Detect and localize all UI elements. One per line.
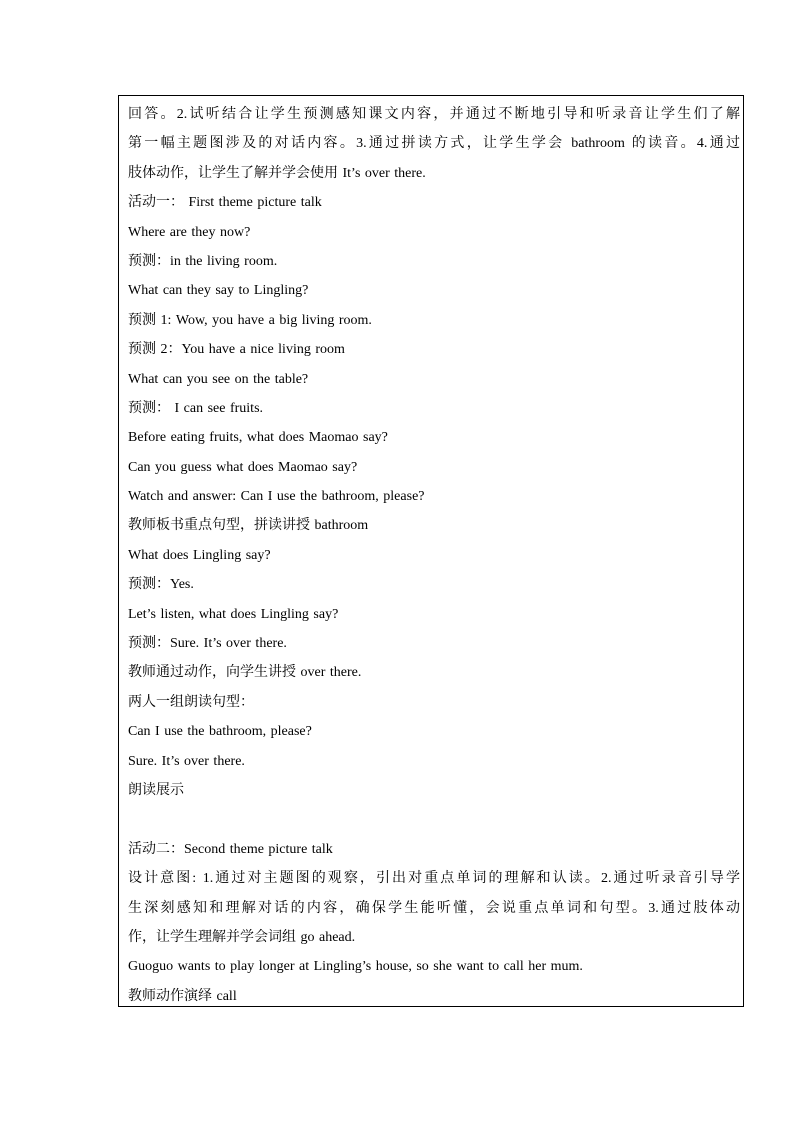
text-line: What can you see on the table? (128, 371, 309, 387)
text-line: 预测：in the living room. (128, 253, 278, 269)
text-line: 预测 2：You have a nice living room (128, 342, 345, 358)
text-line: Can I use the bathroom, please? (128, 724, 312, 740)
text-line: Watch and answer: Can I use the bathroom, please? (128, 489, 425, 505)
text-line: 预测：Yes. (128, 577, 194, 593)
lesson-content (128, 100, 740, 1011)
paragraph-line: 设计意图: 1.通过对主题图的观察，引出对重点单词的理解和认读。2.通过听录音引导学 (128, 871, 740, 887)
paragraph-line: 作，让学生理解并学会词组 go ahead. (128, 929, 356, 945)
text-line: 预测： I can see fruits. (128, 400, 264, 416)
activity-heading: 活动二：Second theme picture talk (128, 841, 333, 857)
paragraph-line: 回答。2.试听结合让学生预测感知课文内容，并通过不断地引导和听录音让学生们了解 (128, 107, 740, 122)
paragraph-line: 第一幅主题图涉及的对话内容。3.通过拼读方式，让学生学会 bathroom 的读音。4.通过 (128, 136, 740, 152)
text-line: What does Lingling say? (128, 547, 271, 563)
paragraph-line: 生深刻感知和理解对话的内容，确保学生能听懂，会说重点单词和句型。3.通过肢体动 (128, 900, 740, 916)
text-line: 预测：Sure. It’s over there. (128, 636, 287, 652)
text-line: 教师动作演绎 call (128, 988, 237, 1004)
paragraph-line: 肢体动作，让学生了解并学会使用 It’s over there. (128, 165, 426, 181)
text-line: Let’s listen, what does Lingling say? (128, 606, 339, 622)
text-line: 教师板书重点句型，拼读讲授 bathroom (128, 518, 369, 534)
text-line: What can they say to Lingling? (128, 283, 309, 299)
text-line: 朗读展示 (128, 782, 184, 798)
text-line: 两人一组朗读句型： (128, 694, 254, 710)
text-line: Guoguo wants to play longer at Lingling’s house, so she want to call her mum. (128, 959, 583, 975)
text-line: 教师通过动作，向学生讲授 over there. (128, 665, 362, 681)
text-line: Sure. It’s over there. (128, 753, 245, 769)
text-line: Where are they now? (128, 224, 251, 240)
activity-heading: 活动一： First theme picture talk (128, 195, 322, 211)
text-line: Can you guess what does Maomao say? (128, 459, 358, 475)
blank-line (128, 805, 740, 834)
text-line: Before eating fruits, what does Maomao say? (128, 430, 388, 446)
text-line: 预测 1: Wow, you have a big living room. (128, 312, 372, 328)
